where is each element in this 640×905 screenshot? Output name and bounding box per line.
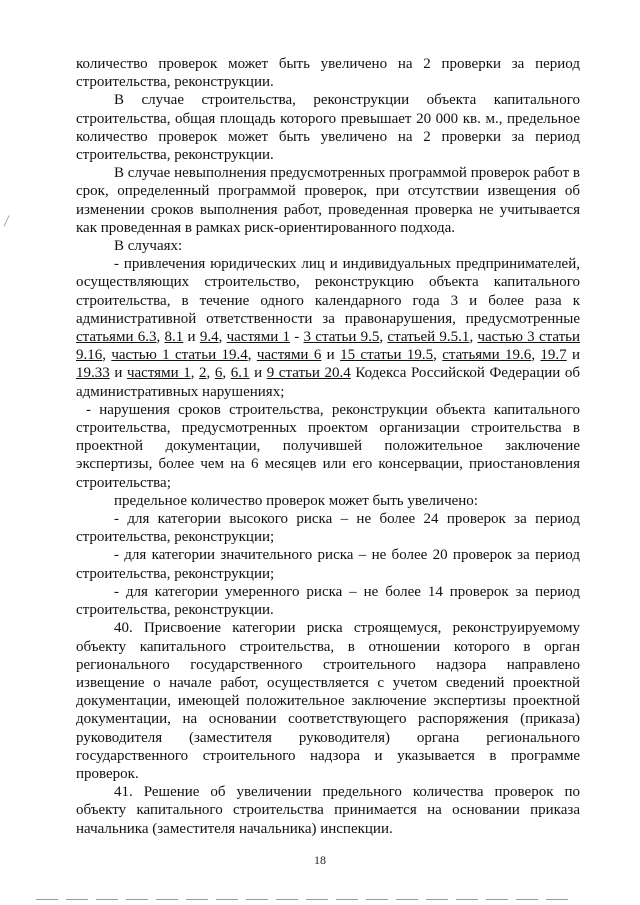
legal-reference-link[interactable]: статьями 19.6 (442, 347, 532, 364)
text-run: , (433, 347, 443, 364)
text-run: и (321, 347, 341, 364)
legal-reference-link[interactable]: 2 (199, 365, 207, 382)
paragraph-legal-references (76, 255, 580, 401)
legal-reference-link[interactable]: частью 3 статьи 9.16 (76, 329, 581, 364)
text-run: , (218, 329, 227, 346)
legal-reference-link[interactable]: статьями 6.3 (76, 329, 157, 346)
text-run: Кодекса Российской Федерации об административных нарушениях; (76, 365, 581, 400)
legal-reference-link[interactable]: частями 6 (256, 347, 322, 364)
legal-reference-link[interactable]: 19.33 (76, 365, 110, 382)
text-run: , (469, 329, 478, 346)
legal-reference-link[interactable]: 9 статьи 20.4 (266, 365, 351, 382)
paragraph: В случае невыполнения предусмотренных программой проверок работ в срок, определенный программой проверок, при отсутствии извещения об изменении сроков выполнения работ, проведенная проверка не учитывается как проведенная в рамках риск-ориентированного подхода. (76, 165, 580, 236)
text-run: , (379, 329, 388, 346)
text-run: - (290, 329, 304, 346)
paragraph: В случае строительства, реконструкции объекта капитального строительства, общая площадь которого превышает 20 000 кв. м., предельное количество проверок может быть увеличено на 2 проверки за период строительства, реконструкции. (76, 92, 580, 164)
paragraph-section-41: 41. Решение об увеличении предельного количества проверок по объекту капитального строительства принимается на основании приказа начальника (заместителя начальника) инспекции. (76, 784, 580, 837)
text-run: - привлечения юридических лиц и индивидуальных предпринимателей, осуществляющих строительство, реконструкцию объекта капитального строительства, в течение одного календарного года 3 и более раза к административной ответственности за правонарушения, предусмотренные (76, 256, 580, 327)
text-run: и (249, 365, 267, 382)
text-run: , (156, 329, 165, 346)
text-run: , (247, 347, 257, 364)
margin-mark (4, 215, 10, 226)
paragraph: - для категории значительного риска – не более 20 проверок за период строительства, реконструкции; (76, 547, 580, 582)
legal-reference-link[interactable]: 6 (214, 365, 223, 382)
legal-reference-link[interactable]: 19.7 (540, 347, 567, 364)
text-run: и (109, 365, 127, 382)
legal-reference-link[interactable]: частью 1 статьи 19.4 (111, 347, 248, 364)
text-run: , (190, 365, 200, 382)
paragraph-section-40: 40. Присвоение категории риска строящемуся, реконструируемому объекту капитального строительства, в отношении которого в орган регионального государственного строительного надзора направлено извещение о начале работ, осуществляется с учетом сведений проектной документации, имеющей положительное заключение экспертизы проектной документации, на основании соответствующего распоряжения (приказа) руководителя (заместителя руководителя) органа регионального государственного строительного надзора и указывается в программе проверок. (76, 620, 580, 782)
legal-reference-link[interactable]: частями 1 (226, 329, 290, 346)
paragraph: В случаях: (114, 238, 183, 255)
text-run: и (566, 347, 581, 364)
text-run: , (102, 347, 112, 364)
paragraph: - для категории высокого риска – не более 24 проверок за период строительства, реконструкции; (76, 511, 580, 546)
page-number: 18 (314, 853, 326, 867)
text-run: , (222, 365, 231, 382)
bottom-rule (36, 899, 576, 900)
legal-reference-link[interactable]: 9.4 (199, 329, 219, 346)
text-run: и (183, 329, 200, 346)
paragraph: предельное количество проверок может быть увеличено: (114, 492, 478, 509)
text-run: , (531, 347, 541, 364)
document-page (76, 55, 580, 838)
paragraph: - нарушения сроков строительства, реконструкции объекта капитального строительства, предусмотренных проектом организации строительства в проектной документации, получившей положительное заключение экспертизы, более чем на 6 месяцев или его консервации, приостановления строительства; (76, 401, 580, 491)
text-run: , (206, 365, 215, 382)
legal-reference-link[interactable]: 8.1 (164, 329, 184, 346)
legal-reference-link[interactable]: 15 статьи 19.5 (340, 347, 434, 364)
legal-reference-link[interactable]: 3 статьи 9.5 (303, 329, 380, 346)
legal-reference-link[interactable]: статьей 9.5.1 (387, 329, 470, 346)
paragraph: - для категории умеренного риска – не более 14 проверок за период строительства, реконструкции. (76, 583, 580, 619)
legal-reference-link[interactable]: частями 1 (126, 365, 191, 382)
legal-reference-link[interactable]: 6.1 (230, 365, 250, 382)
paragraph: количество проверок может быть увеличено на 2 проверки за период строительства, реконструкции. (76, 56, 580, 91)
